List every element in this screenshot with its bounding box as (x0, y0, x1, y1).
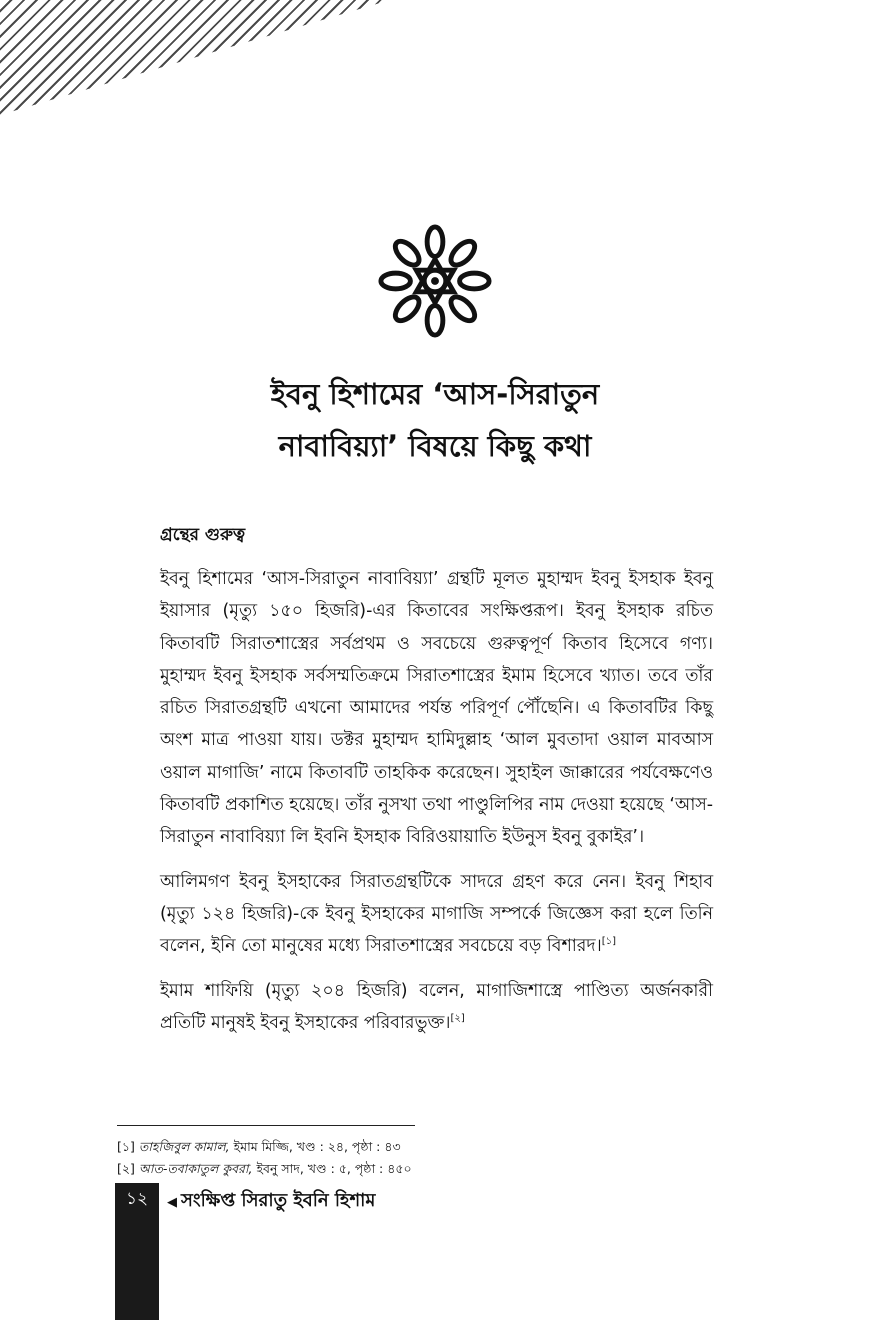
running-head-title: সংক্ষিপ্ত সিরাতু ইবনি হিশাম (181, 1190, 376, 1211)
corner-hatch-decoration (0, 0, 390, 115)
running-head (167, 1186, 375, 1217)
footnote-1 (117, 1136, 412, 1158)
paragraph-3-text: ইমাম শাফিয়ি (মৃত্যু ২০৪ হিজরি) বলেন, মাগাজিশাস্ত্রে পাণ্ডিত্য অর্জনকারী প্রতিটি মানুষই ইবনু ইসহাকের পরিবারভুক্ত। (160, 980, 713, 1033)
chapter-title (150, 368, 720, 472)
paragraph-1-text: ইবনু হিশামের ‘আস-সিরাতুন নাবাবিয়্যা’ গ্রন্থটি মূলত মুহাম্মদ ইবনু ইসহাক ইবনু ইয়াসার (মৃত্যু ১৫০ হিজরি)-এর কিতাবের সংক্ষিপ্তরূপ। ইবনু ইসহাক রচিত কিতাবটি সিরাতশাস্ত্রের সর্বপ্রথম ও সবচেয়ে গুরুত্বপূর্ণ কিতাব হিসেবে গণ্য। মুহাম্মদ ইবনু ইসহাক সর্বসম্মতিক্রমে সিরাতশাস্ত্রের ইমাম হিসেবে খ্যাত। তবে তাঁর রচিত সিরাতগ্রন্থটি এখনো আমাদের পর্যন্ত পরিপূর্ণ পৌঁছেনি। এ কিতাবটির কিছু অংশ মাত্র পাওয়া যায়। ডক্টর মুহাম্মদ হামিদুল্লাহ ‘আল মুবতাদা ওয়াল মাবআস ওয়াল মাগাজি’ নামে কিতাবটি তাহকিক করেছেন। সুহাইল জাক্কারের পর্যবেক্ষণেও কিতাবটি প্রকাশিত হয়েছে। তাঁর নুসখা তথা পাণ্ডুলিপির নাম দেওয়া হয়েছে ‘আস-সিরাতুন নাবাবিয়্যা লি ইবনি ইসহাক বিরিওয়ায়াতি ইউনুস ইবনু বুকাইর’। (160, 569, 713, 848)
page-number: ১২ (125, 1189, 149, 1209)
paragraph-2-text: আলিমগণ ইবনু ইসহাকের সিরাতগ্রন্থটিকে সাদরে গ্রহণ করে নেন। ইবনু শিহাব (মৃত্যু ১২৪ হিজরি)-কে ইবনু ইসহাকের মাগাজি সম্পর্কে জিজ্ঞেস করা হলে তিনি বলেন, ইনি তো মানুষের মধ্যে সিরাতশাস্ত্রের সবচেয়ে বড় বিশারদ। (160, 871, 713, 957)
body-text (160, 563, 713, 1051)
footnote-ref-2[interactable]: [২] (450, 1012, 465, 1024)
footnote-2-book: আত-তবাকাতুল কুবরা, (138, 1161, 253, 1176)
footnote-2-rest: ইবনু সাদ, খণ্ড : ৫, পৃষ্ঠা : ৪৫০ (252, 1161, 412, 1176)
footnote-1-book: তাহজিবুল কামাল, (138, 1139, 230, 1154)
paragraph-3 (160, 975, 713, 1040)
footnotes (117, 1136, 412, 1180)
footnote-2-mark: [২] (117, 1161, 135, 1176)
left-triangle-icon: ◀ (167, 1195, 177, 1210)
footnote-1-mark: [১] (117, 1139, 135, 1154)
footnote-divider (117, 1125, 415, 1126)
footnote-2 (117, 1158, 412, 1180)
footnote-1-rest: ইমাম মিজ্জি, খণ্ড : ২৪, পৃষ্ঠা : ৪৩ (229, 1139, 401, 1154)
footnote-ref-1[interactable]: [১] (601, 936, 617, 948)
paragraph-1 (160, 563, 713, 854)
section-heading: গ্রন্থের গুরুত্ব (160, 525, 246, 545)
paragraph-2 (160, 866, 713, 963)
chapter-title-line-1: ইবনু হিশামের ‘আস-সিরাতুন (270, 377, 600, 411)
floral-ornament-icon (376, 222, 494, 340)
chapter-title-line-2: নাবাবিয়্যা’ বিষয়ে কিছু কথা (278, 429, 592, 463)
